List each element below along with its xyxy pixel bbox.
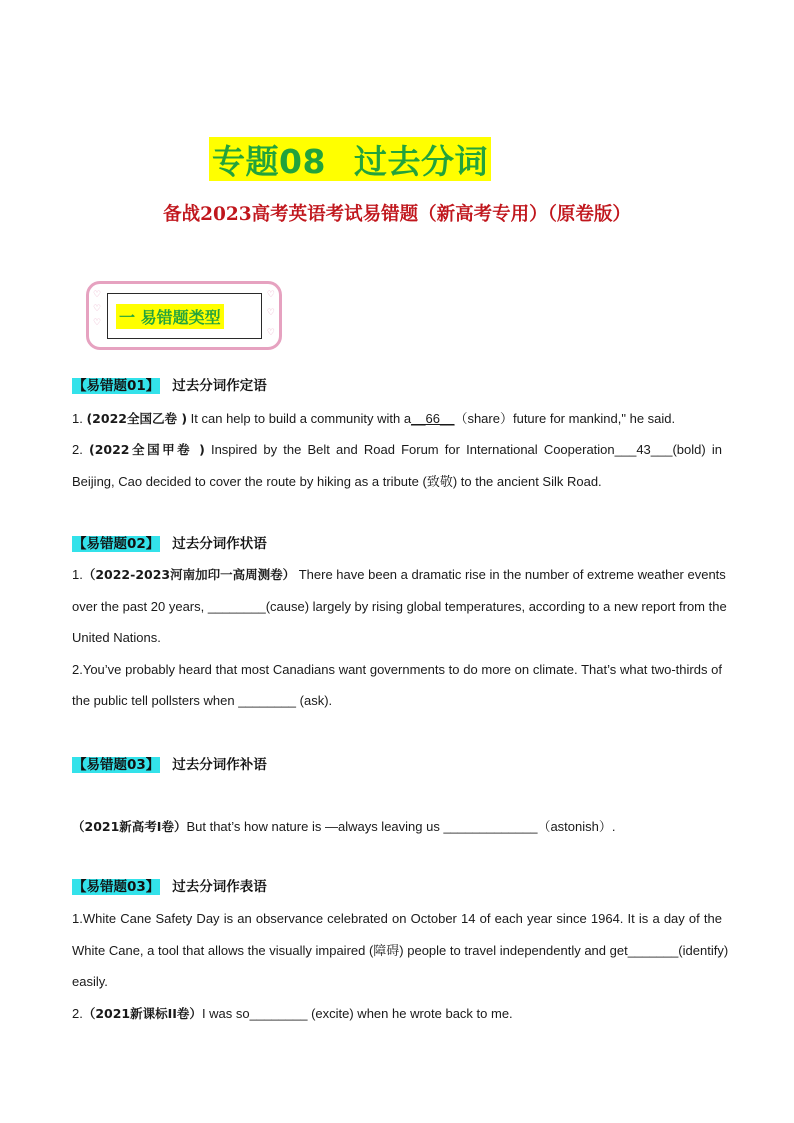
heart-icon: ♡ xyxy=(93,303,102,313)
frame-inner-box xyxy=(107,293,262,339)
heart-icon: ♡ xyxy=(266,307,275,317)
section-header xyxy=(72,535,267,554)
section-tag: 【易错题01】 xyxy=(73,378,160,394)
heart-icon: ♡ xyxy=(266,327,275,337)
section-title: 过去分词作定语 xyxy=(172,378,267,394)
question-source: （2021新课标II卷） xyxy=(82,1006,202,1021)
question-line: White Cane, a tool that allows the visually impaired (障碍) people to travel independently and get_______(identify) xyxy=(72,943,729,958)
question-source: （2022-2023河南加印一高周测卷） xyxy=(82,567,296,582)
question-source: (2022全国乙卷 ) xyxy=(86,411,188,426)
section-tag: 【易错题02】 xyxy=(73,536,160,552)
question-line: United Nations. xyxy=(72,630,161,645)
section-type-frame xyxy=(86,281,282,350)
heart-icon: ♡ xyxy=(93,289,102,299)
question-line: 2. (2022全国甲卷 ) Inspired by the Belt and Road Forum for International Cooperation___43___(bold) in xyxy=(72,442,722,457)
heart-icon: ♡ xyxy=(266,289,275,299)
question-line: the public tell pollsters when ________ (ask). xyxy=(72,693,333,708)
section-title: 过去分词作状语 xyxy=(172,536,267,552)
section-tag: 【易错题03】 xyxy=(73,757,160,773)
question-line: （2021新高考I卷）But that’s how nature is —always leaving us _____________（astonish）. xyxy=(72,819,616,834)
question-line: 2.（2021新课标II卷）I was so________ (excite) when he wrote back to me. xyxy=(72,1006,513,1021)
frame-label: 一 易错题类型 xyxy=(116,304,224,329)
section-header xyxy=(72,377,267,396)
section-title: 过去分词作表语 xyxy=(172,879,267,895)
page-title xyxy=(209,137,491,181)
question-line: Beijing, Cao decided to cover the route by hiking as a tribute (致敬) to the ancient Silk Road. xyxy=(72,474,602,489)
question-source: （2021新高考I卷） xyxy=(72,819,187,834)
question-line: 1.White Cane Safety Day is an observance celebrated on October 14 of each year since 1964. It is a day of the xyxy=(72,911,722,926)
section-title: 过去分词作补语 xyxy=(172,757,267,773)
title-part2: 过去分词 xyxy=(353,141,488,181)
answer-blank: __66__ xyxy=(411,411,455,426)
section-header xyxy=(72,756,267,775)
title-part1: 专题08 xyxy=(212,141,326,181)
question-line: over the past 20 years, ________(cause) largely by rising global temperatures, according to a new report from the xyxy=(72,599,727,614)
question-source: (2022全国甲卷 ) xyxy=(89,442,205,457)
question-line: easily. xyxy=(72,974,108,989)
section-header xyxy=(72,878,267,897)
page-subtitle: 备战2023高考英语考试易错题（新高考专用）（原卷版） xyxy=(163,204,631,225)
section-tag: 【易错题03】 xyxy=(73,879,160,895)
heart-icon: ♡ xyxy=(93,317,102,327)
question-line: 2.You’ve probably heard that most Canadians want governments to do more on climate. That’s what two-thirds of xyxy=(72,662,722,677)
question-line: 1. (2022全国乙卷 ) It can help to build a community with a__66__（share）future for mankind," he said. xyxy=(72,411,676,426)
question-line: 1.（2022-2023河南加印一高周测卷） There have been a dramatic rise in the number of extreme weather events xyxy=(72,567,726,582)
